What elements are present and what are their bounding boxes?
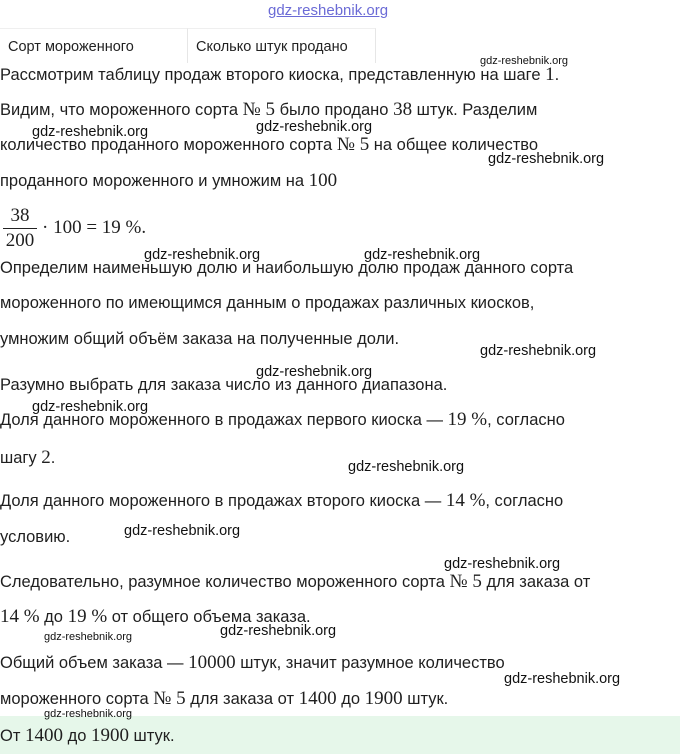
watermark: gdz-reshebnik.org	[32, 399, 149, 415]
watermark: gdz-reshebnik.org	[124, 523, 241, 539]
fraction: 38 200	[3, 205, 37, 252]
answer-line: От 1400 до 1900 штук.	[0, 725, 175, 746]
solution-line: Определим наименьшую долю и наибольшую долю продаж данного сорта	[0, 259, 574, 277]
column-ice-cream-type: Сорт мороженного	[0, 28, 188, 63]
solution-line: умножим общий объём заказа на полученные доли.	[0, 330, 400, 348]
solution-line: Разумно выбрать для заказа число из данного диапазона.	[0, 376, 448, 394]
solution-line: Видим, что мороженного сорта № 5 было продано 38 штук. Разделим	[0, 99, 538, 120]
solution-line: мороженного по имеющимся данным о продажах различных киосков,	[0, 294, 535, 312]
solution-line: шагу 2.	[0, 447, 56, 468]
solution-line: условию.	[0, 528, 71, 546]
watermark: gdz-reshebnik.org	[444, 556, 561, 572]
column-units-sold: Сколько штук продано	[188, 28, 376, 63]
watermark: gdz-reshebnik.org	[32, 124, 149, 140]
watermark: gdz-reshebnik.org	[144, 247, 261, 263]
solution-line: Общий объем заказа — 10000 штук, значит разумное количество	[0, 652, 505, 673]
solution-line: количество проданного мороженного сорта № 5 на общее количество	[0, 134, 539, 155]
watermark: gdz-reshebnik.org	[44, 631, 133, 643]
watermark: gdz-reshebnik.org	[504, 671, 621, 687]
solution-line: Следовательно, разумное количество мороженного сорта № 5 для заказа от	[0, 571, 591, 592]
watermark: gdz-reshebnik.org	[256, 119, 373, 135]
watermark: gdz-reshebnik.org	[348, 459, 465, 475]
site-header-link[interactable]: gdz-reshebnik.org	[268, 2, 389, 19]
formula-rest: · 100 = 19 %.	[42, 217, 147, 238]
watermark: gdz-reshebnik.org	[44, 708, 133, 720]
solution-line: проданного мороженного и умножим на 100	[0, 170, 338, 191]
solution-line: Доля данного мороженного в продажах второго киоска — 14 %, согласно	[0, 490, 564, 511]
watermark: gdz-reshebnik.org	[480, 343, 597, 359]
solution-line: Доля данного мороженного в продажах первого киоска — 19 %, согласно	[0, 409, 565, 430]
solution-line: 14 % до 19 % от общего объема заказа.	[0, 606, 311, 627]
sales-table-header	[0, 28, 376, 62]
solution-line: мороженного сорта № 5 для заказа от 1400 до 1900 штук.	[0, 688, 449, 709]
watermark: gdz-reshebnik.org	[256, 364, 373, 380]
solution-line: Рассмотрим таблицу продаж второго киоска, представленную на шаге 1.	[0, 64, 560, 85]
watermark: gdz-reshebnik.org	[364, 247, 481, 263]
watermark: gdz-reshebnik.org	[488, 151, 605, 167]
watermark: gdz-reshebnik.org	[220, 623, 337, 639]
watermark: gdz-reshebnik.org	[480, 55, 569, 67]
